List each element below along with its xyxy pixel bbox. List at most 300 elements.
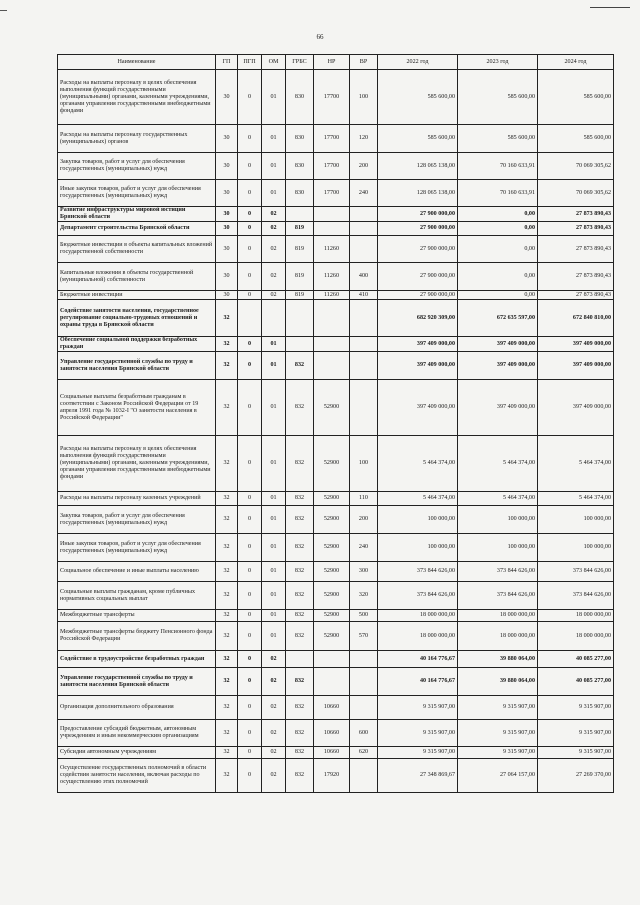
cell-om: 02: [262, 236, 286, 263]
cell-grbs: 819: [286, 236, 314, 263]
cell-vr: [350, 207, 378, 222]
table-row: [58, 352, 614, 380]
cell-name: Межбюджетные трансферты бюджету Пенсионного фонда Российской Федерации: [58, 622, 216, 651]
table-row: [58, 263, 614, 291]
cell-2022: 27 900 000,00: [378, 207, 458, 222]
cell-grbs: 819: [286, 263, 314, 291]
cell-nr: 17700: [314, 70, 350, 125]
cell-grbs: 830: [286, 180, 314, 207]
cell-pgp: 0: [238, 492, 262, 506]
cell-om: 02: [262, 720, 286, 747]
cell-grbs: [286, 337, 314, 352]
cell-om: 01: [262, 610, 286, 622]
cell-name: Социальные выплаты гражданам, кроме публичных нормативных социальных выплат: [58, 582, 216, 610]
cell-vr: [350, 352, 378, 380]
cell-nr: 10660: [314, 747, 350, 759]
cell-2022: 40 164 776,67: [378, 668, 458, 696]
cell-pgp: 0: [238, 610, 262, 622]
cell-om: 01: [262, 534, 286, 562]
cell-2022: 18 000 000,00: [378, 610, 458, 622]
cell-vr: [350, 651, 378, 668]
cell-om: 01: [262, 180, 286, 207]
cell-2024: 397 409 000,00: [538, 380, 614, 436]
cell-nr: [314, 352, 350, 380]
cell-gp: 30: [216, 207, 238, 222]
cell-2024: 27 873 890,43: [538, 222, 614, 236]
cell-gp: 30: [216, 70, 238, 125]
cell-grbs: 830: [286, 70, 314, 125]
cell-2022: 585 600,00: [378, 70, 458, 125]
cell-gp: 32: [216, 380, 238, 436]
cell-vr: 320: [350, 582, 378, 610]
header-om: ОМ: [262, 55, 286, 70]
header-rule: [590, 7, 630, 8]
cell-nr: 17700: [314, 153, 350, 180]
cell-pgp: 0: [238, 263, 262, 291]
cell-nr: [314, 668, 350, 696]
table-row: [58, 651, 614, 668]
cell-pgp: 0: [238, 747, 262, 759]
cell-pgp: 0: [238, 153, 262, 180]
cell-vr: [350, 236, 378, 263]
cell-nr: 17700: [314, 125, 350, 153]
cell-vr: 410: [350, 291, 378, 300]
cell-pgp: 0: [238, 236, 262, 263]
cell-2024: 27 873 890,43: [538, 263, 614, 291]
cell-nr: [314, 651, 350, 668]
cell-2024: 585 600,00: [538, 125, 614, 153]
cell-2024: 18 000 000,00: [538, 610, 614, 622]
cell-grbs: 832: [286, 534, 314, 562]
cell-gp: 32: [216, 720, 238, 747]
cell-grbs: 832: [286, 380, 314, 436]
cell-name: Содействие в трудоустройстве безработных граждан: [58, 651, 216, 668]
cell-2023: 39 880 064,00: [458, 651, 538, 668]
cell-grbs: 832: [286, 582, 314, 610]
cell-pgp: 0: [238, 70, 262, 125]
cell-2022: 397 409 000,00: [378, 337, 458, 352]
cell-grbs: 832: [286, 720, 314, 747]
cell-pgp: 0: [238, 125, 262, 153]
cell-2024: 672 840 810,00: [538, 300, 614, 337]
cell-om: 02: [262, 291, 286, 300]
table-row: [58, 582, 614, 610]
cell-grbs: 830: [286, 153, 314, 180]
cell-om: 02: [262, 207, 286, 222]
cell-grbs: 832: [286, 352, 314, 380]
cell-2024: 585 600,00: [538, 70, 614, 125]
cell-vr: 200: [350, 506, 378, 534]
cell-grbs: 832: [286, 622, 314, 651]
table-header-row: [58, 55, 614, 70]
cell-2024: 5 464 374,00: [538, 436, 614, 492]
header-name: Наименование: [58, 55, 216, 70]
cell-name: Иные закупки товаров, работ и услуг для обеспечения государственных (муниципальных) нужд: [58, 534, 216, 562]
cell-om: 01: [262, 562, 286, 582]
cell-vr: [350, 696, 378, 720]
cell-grbs: 832: [286, 759, 314, 793]
cell-name: Иные закупки товаров, работ и услуг для обеспечения государственных (муниципальных) нужд: [58, 180, 216, 207]
cell-nr: 17700: [314, 180, 350, 207]
cell-2024: 397 409 000,00: [538, 352, 614, 380]
cell-grbs: [286, 651, 314, 668]
cell-gp: 32: [216, 534, 238, 562]
cell-grbs: 832: [286, 506, 314, 534]
cell-vr: [350, 380, 378, 436]
cell-vr: 620: [350, 747, 378, 759]
budget-table: [57, 54, 614, 793]
cell-gp: 30: [216, 180, 238, 207]
cell-2022: 100 000,00: [378, 506, 458, 534]
cell-nr: 52900: [314, 622, 350, 651]
cell-pgp: 0: [238, 759, 262, 793]
cell-gp: 32: [216, 668, 238, 696]
cell-2022: 397 409 000,00: [378, 352, 458, 380]
cell-2023: 0,00: [458, 263, 538, 291]
cell-nr: 52900: [314, 380, 350, 436]
cell-grbs: 832: [286, 668, 314, 696]
cell-om: 01: [262, 337, 286, 352]
cell-om: 01: [262, 125, 286, 153]
cell-nr: 11260: [314, 263, 350, 291]
cell-om: 02: [262, 668, 286, 696]
cell-pgp: [238, 300, 262, 337]
cell-nr: [314, 222, 350, 236]
cell-2023: 373 844 626,00: [458, 582, 538, 610]
cell-om: 01: [262, 153, 286, 180]
cell-nr: 10660: [314, 720, 350, 747]
cell-nr: 11260: [314, 236, 350, 263]
cell-2023: 39 880 064,00: [458, 668, 538, 696]
cell-2024: 9 315 907,00: [538, 747, 614, 759]
cell-gp: 32: [216, 436, 238, 492]
cell-grbs: [286, 300, 314, 337]
cell-2022: 40 164 776,67: [378, 651, 458, 668]
cell-nr: [314, 337, 350, 352]
cell-2023: 0,00: [458, 222, 538, 236]
cell-om: 01: [262, 436, 286, 492]
cell-gp: 32: [216, 352, 238, 380]
header-year-2022: 2022 год: [378, 55, 458, 70]
cell-2024: 27 269 370,00: [538, 759, 614, 793]
cell-vr: 400: [350, 263, 378, 291]
cell-name: Расходы на выплаты персоналу казенных учреждений: [58, 492, 216, 506]
cell-om: 02: [262, 759, 286, 793]
table-row: [58, 759, 614, 793]
table-row: [58, 207, 614, 222]
cell-2024: 27 873 890,43: [538, 236, 614, 263]
cell-2022: 128 065 138,00: [378, 180, 458, 207]
cell-grbs: 832: [286, 696, 314, 720]
cell-name: Обеспечение социальной поддержки безработных граждан: [58, 337, 216, 352]
cell-2024: 70 069 305,62: [538, 153, 614, 180]
cell-nr: 17920: [314, 759, 350, 793]
cell-gp: 32: [216, 759, 238, 793]
cell-name: Развитие инфраструктуры мировой юстиции Брянской области: [58, 207, 216, 222]
cell-vr: 100: [350, 436, 378, 492]
cell-2023: 100 000,00: [458, 506, 538, 534]
cell-pgp: 0: [238, 222, 262, 236]
table-row: [58, 222, 614, 236]
cell-om: 01: [262, 492, 286, 506]
table-row: [58, 622, 614, 651]
cell-vr: 240: [350, 180, 378, 207]
cell-nr: 52900: [314, 506, 350, 534]
cell-nr: 52900: [314, 562, 350, 582]
cell-name: Управление государственной службы по труду и занятости населения Брянской области: [58, 668, 216, 696]
header-pgp: ПГП: [238, 55, 262, 70]
table-row: [58, 236, 614, 263]
cell-pgp: 0: [238, 582, 262, 610]
header-vr: ВР: [350, 55, 378, 70]
cell-2024: 373 844 626,00: [538, 582, 614, 610]
cell-om: [262, 300, 286, 337]
cell-om: 01: [262, 70, 286, 125]
header-nr: НР: [314, 55, 350, 70]
cell-2023: 70 160 633,91: [458, 153, 538, 180]
table-row: [58, 125, 614, 153]
cell-2023: 585 600,00: [458, 125, 538, 153]
cell-2022: 397 409 000,00: [378, 380, 458, 436]
cell-pgp: 0: [238, 380, 262, 436]
cell-grbs: 832: [286, 562, 314, 582]
cell-vr: 200: [350, 153, 378, 180]
cell-2023: 5 464 374,00: [458, 492, 538, 506]
cell-pgp: 0: [238, 291, 262, 300]
cell-2022: 27 900 000,00: [378, 291, 458, 300]
cell-grbs: 830: [286, 125, 314, 153]
cell-2024: 40 085 277,00: [538, 668, 614, 696]
cell-name: Межбюджетные трансферты: [58, 610, 216, 622]
header-year-2023: 2023 год: [458, 55, 538, 70]
cell-vr: [350, 759, 378, 793]
cell-2022: 9 315 907,00: [378, 720, 458, 747]
table-row: [58, 668, 614, 696]
cell-gp: 30: [216, 263, 238, 291]
cell-2022: 5 464 374,00: [378, 436, 458, 492]
cell-gp: 32: [216, 651, 238, 668]
cell-2022: 18 000 000,00: [378, 622, 458, 651]
table-row: [58, 70, 614, 125]
cell-name: Бюджетные инвестиции: [58, 291, 216, 300]
cell-pgp: 0: [238, 352, 262, 380]
cell-2023: 9 315 907,00: [458, 747, 538, 759]
cell-name: Управление государственной службы по труду и занятости населения Брянской области: [58, 352, 216, 380]
cell-2024: 9 315 907,00: [538, 696, 614, 720]
table-row: [58, 291, 614, 300]
cell-om: 01: [262, 622, 286, 651]
cell-gp: 32: [216, 337, 238, 352]
cell-2024: 9 315 907,00: [538, 720, 614, 747]
header-year-2024: 2024 год: [538, 55, 614, 70]
cell-gp: 30: [216, 153, 238, 180]
cell-vr: 500: [350, 610, 378, 622]
cell-vr: 110: [350, 492, 378, 506]
cell-2022: 27 348 869,67: [378, 759, 458, 793]
cell-om: 02: [262, 651, 286, 668]
cell-pgp: 0: [238, 622, 262, 651]
cell-vr: 570: [350, 622, 378, 651]
cell-2022: 9 315 907,00: [378, 696, 458, 720]
cell-2024: 18 000 000,00: [538, 622, 614, 651]
cell-2022: 682 920 309,00: [378, 300, 458, 337]
table-row: [58, 436, 614, 492]
page-number: 66: [316, 33, 324, 41]
cell-vr: 300: [350, 562, 378, 582]
cell-pgp: 0: [238, 651, 262, 668]
cell-gp: 32: [216, 610, 238, 622]
cell-2024: 70 069 305,62: [538, 180, 614, 207]
cell-pgp: 0: [238, 696, 262, 720]
cell-2022: 27 900 000,00: [378, 236, 458, 263]
cell-2023: 70 160 633,91: [458, 180, 538, 207]
cell-om: 02: [262, 263, 286, 291]
cell-gp: 32: [216, 506, 238, 534]
table-row: [58, 153, 614, 180]
cell-vr: 120: [350, 125, 378, 153]
cell-gp: 32: [216, 582, 238, 610]
table-row: [58, 380, 614, 436]
cell-pgp: 0: [238, 506, 262, 534]
cell-name: Капитальные вложения в объекты государственной (муниципальной) собственности: [58, 263, 216, 291]
cell-2022: 100 000,00: [378, 534, 458, 562]
table-row: [58, 492, 614, 506]
cell-pgp: 0: [238, 436, 262, 492]
cell-2024: 27 873 890,43: [538, 207, 614, 222]
cell-2022: 373 844 626,00: [378, 562, 458, 582]
cell-grbs: 832: [286, 610, 314, 622]
cell-grbs: 819: [286, 222, 314, 236]
cell-vr: [350, 668, 378, 696]
cell-gp: 30: [216, 291, 238, 300]
cell-vr: [350, 222, 378, 236]
cell-name: Расходы на выплаты персоналу государственных (муниципальных) органов: [58, 125, 216, 153]
cell-pgp: 0: [238, 534, 262, 562]
cell-nr: 52900: [314, 610, 350, 622]
cell-gp: 32: [216, 562, 238, 582]
table-row: [58, 506, 614, 534]
cell-2022: 27 900 000,00: [378, 222, 458, 236]
cell-2024: 397 409 000,00: [538, 337, 614, 352]
cell-2023: 18 000 000,00: [458, 622, 538, 651]
cell-2024: 27 873 890,43: [538, 291, 614, 300]
table-row: [58, 180, 614, 207]
cell-gp: 32: [216, 747, 238, 759]
cell-2022: 5 464 374,00: [378, 492, 458, 506]
cell-om: 02: [262, 696, 286, 720]
cell-name: Социальное обеспечение и иные выплаты населению: [58, 562, 216, 582]
cell-pgp: 0: [238, 668, 262, 696]
cell-grbs: 832: [286, 436, 314, 492]
cell-2024: 373 844 626,00: [538, 562, 614, 582]
cell-name: Осуществление государственных полномочий в области содействия занятости населения, включая расходы по осуществлению этих полномочий: [58, 759, 216, 793]
cell-vr: 600: [350, 720, 378, 747]
cell-2023: 18 000 000,00: [458, 610, 538, 622]
cell-2023: 9 315 907,00: [458, 696, 538, 720]
cell-name: Закупка товаров, работ и услуг для обеспечения государственных (муниципальных) нужд: [58, 153, 216, 180]
cell-gp: 32: [216, 622, 238, 651]
cell-om: 02: [262, 747, 286, 759]
table-row: [58, 747, 614, 759]
cell-name: Предоставление субсидий бюджетным, автономным учреждениям и иным некоммерческим организациям: [58, 720, 216, 747]
cell-2023: 0,00: [458, 236, 538, 263]
cell-name: Организация дополнительного образования: [58, 696, 216, 720]
cell-nr: 52900: [314, 492, 350, 506]
cell-gp: 30: [216, 125, 238, 153]
table-row: [58, 337, 614, 352]
cell-nr: 11260: [314, 291, 350, 300]
cell-name: Социальные выплаты безработным гражданам в соответствии с Законом Российской Федерации от 19 апреля 1991 года № 1032-I "О занятости населения в Российской Федерации": [58, 380, 216, 436]
cell-2022: 585 600,00: [378, 125, 458, 153]
cell-nr: 52900: [314, 534, 350, 562]
cell-2024: 5 464 374,00: [538, 492, 614, 506]
cell-2023: 373 844 626,00: [458, 562, 538, 582]
cell-2023: 27 064 157,00: [458, 759, 538, 793]
header-grbs: ГРБС: [286, 55, 314, 70]
cell-pgp: 0: [238, 337, 262, 352]
cell-gp: 32: [216, 696, 238, 720]
cell-2022: 373 844 626,00: [378, 582, 458, 610]
cell-2023: 0,00: [458, 207, 538, 222]
cell-om: 01: [262, 380, 286, 436]
cell-om: 01: [262, 582, 286, 610]
cell-name: Расходы на выплаты персоналу в целях обеспечения выполнения функций государственными (муниципальными) органами, казенными учреждениями, органами управления государственными внебюджетными фондами: [58, 436, 216, 492]
cell-gp: 30: [216, 222, 238, 236]
cell-2023: 100 000,00: [458, 534, 538, 562]
cell-2023: 397 409 000,00: [458, 352, 538, 380]
cell-vr: [350, 300, 378, 337]
cell-grbs: 819: [286, 291, 314, 300]
cell-2023: 672 635 597,00: [458, 300, 538, 337]
cell-name: Субсидии автономным учреждениям: [58, 747, 216, 759]
cell-vr: 100: [350, 70, 378, 125]
cell-gp: 32: [216, 300, 238, 337]
cell-nr: 10660: [314, 696, 350, 720]
cell-2022: 128 065 138,00: [378, 153, 458, 180]
cell-name: Закупка товаров, работ и услуг для обеспечения государственных (муниципальных) нужд: [58, 506, 216, 534]
cell-2023: 9 315 907,00: [458, 720, 538, 747]
cell-2022: 27 900 000,00: [378, 263, 458, 291]
cell-2024: 40 085 277,00: [538, 651, 614, 668]
cell-2023: 0,00: [458, 291, 538, 300]
cell-grbs: 832: [286, 747, 314, 759]
cell-om: 01: [262, 352, 286, 380]
cell-pgp: 0: [238, 180, 262, 207]
cell-name: Расходы на выплаты персоналу в целях обеспечения выполнения функций государственными (муниципальными) органами, казенными учреждениями, органами управления государственными внебюджетными фондами: [58, 70, 216, 125]
cell-2023: 397 409 000,00: [458, 380, 538, 436]
cell-name: Департамент строительства Брянской области: [58, 222, 216, 236]
table-row: [58, 720, 614, 747]
cell-gp: 32: [216, 492, 238, 506]
cell-om: 02: [262, 222, 286, 236]
table-row: [58, 534, 614, 562]
cell-nr: [314, 207, 350, 222]
header-gp: ГП: [216, 55, 238, 70]
cell-grbs: [286, 207, 314, 222]
cell-vr: 240: [350, 534, 378, 562]
cell-2023: 397 409 000,00: [458, 337, 538, 352]
cell-pgp: 0: [238, 720, 262, 747]
table-row: [58, 300, 614, 337]
cell-nr: [314, 300, 350, 337]
cell-om: 01: [262, 506, 286, 534]
table-row: [58, 696, 614, 720]
cell-2023: 5 464 374,00: [458, 436, 538, 492]
cell-grbs: 832: [286, 492, 314, 506]
cell-2022: 9 315 907,00: [378, 747, 458, 759]
cell-pgp: 0: [238, 562, 262, 582]
cell-vr: [350, 337, 378, 352]
